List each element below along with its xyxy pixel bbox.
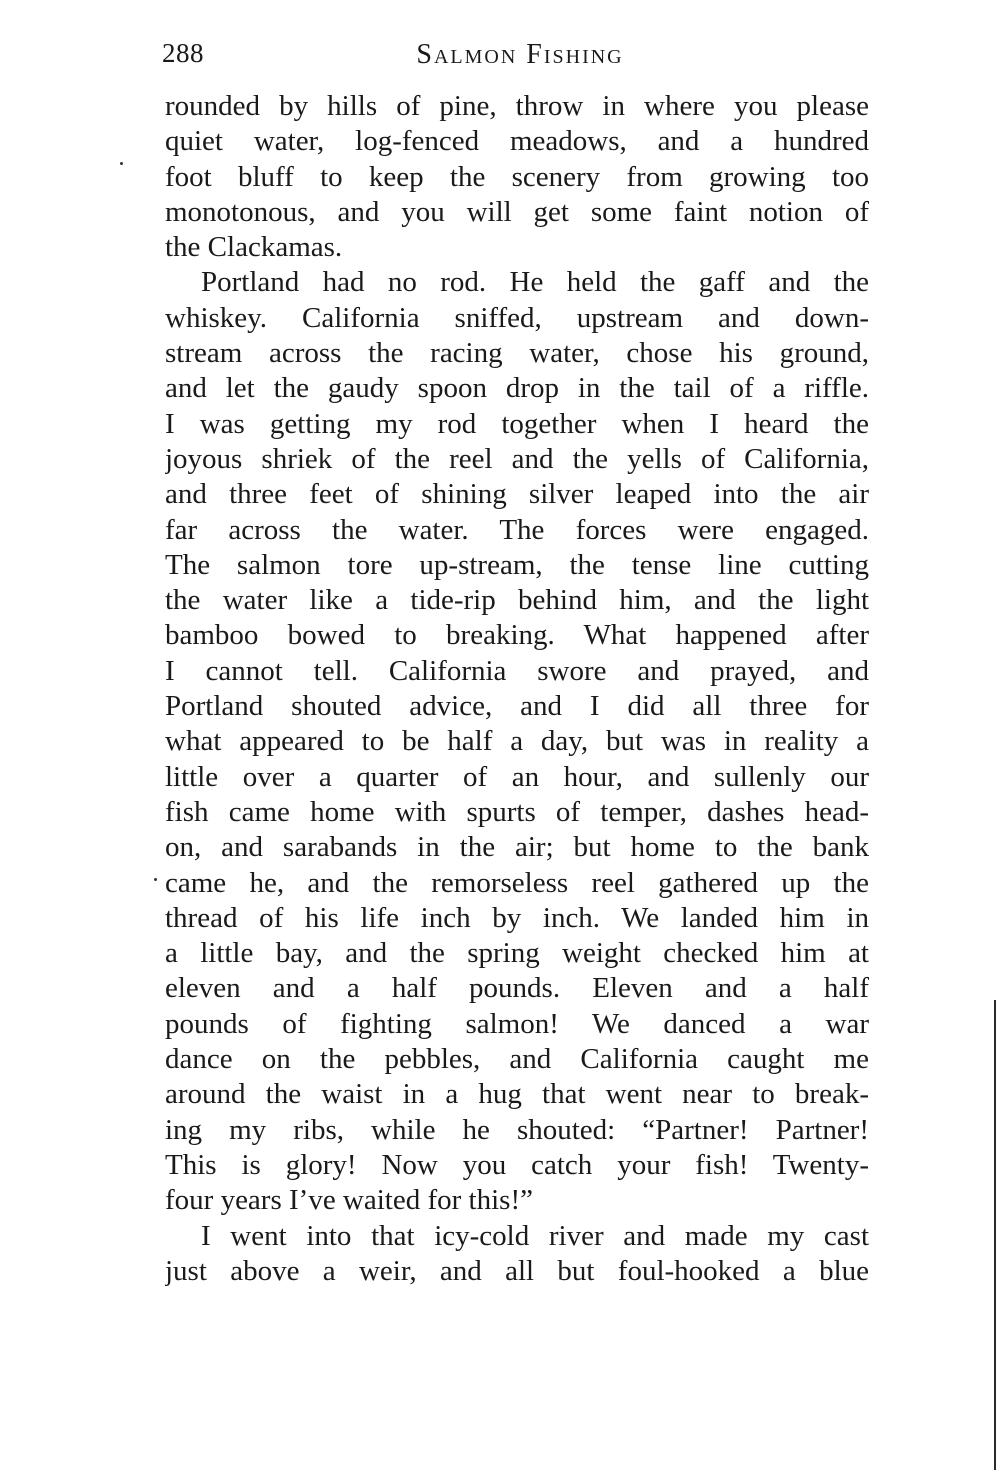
page-number: 288 <box>162 38 204 68</box>
text-line: the Clackamas. <box>165 231 343 264</box>
print-speck <box>154 878 157 881</box>
paragraph <box>165 265 869 1218</box>
text-line: on, and sarabands in the air; but home to the bank <box>165 831 869 864</box>
text-line: I cannot tell. California swore and prayed, and <box>165 654 869 687</box>
text-line: four years I’ve waited for this!” <box>165 1184 533 1217</box>
text-line: quiet water, log-fenced meadows, and a hundred <box>165 125 869 158</box>
text-line: what appeared to be half a day, but was in reality a <box>165 725 869 758</box>
text-line: far across the water. The forces were engaged. <box>165 513 869 546</box>
text-line: This is glory! Now you catch your fish! Twenty- <box>165 1148 869 1181</box>
text-line: and three feet of shining silver leaped into the air <box>165 478 869 511</box>
text-line: a little bay, and the spring weight checked him at <box>165 937 869 970</box>
text-line: just above a weir, and all but foul-hooked a blue <box>165 1254 869 1287</box>
text-line: monotonous, and you will get some faint notion of <box>165 195 869 228</box>
paragraph <box>165 89 869 265</box>
text-line: fish came home with spurts of temper, dashes head- <box>165 795 869 828</box>
text-line: around the waist in a hug that went near to break- <box>165 1078 869 1111</box>
text-line: the water like a tide-rip behind him, and the light <box>165 584 869 617</box>
text-line: and let the gaudy spoon drop in the tail of a riffle. <box>165 372 869 405</box>
text-line: stream across the racing water, chose his ground, <box>165 337 869 370</box>
text-line: I went into that icy-cold river and made my cast <box>201 1219 869 1252</box>
text-line: dance on the pebbles, and California caught me <box>165 1043 869 1076</box>
page-edge-mark <box>994 1000 996 1470</box>
body-text <box>165 89 869 1289</box>
text-line: thread of his life inch by inch. We landed him in <box>165 901 869 934</box>
text-line: little over a quarter of an hour, and sullenly our <box>165 760 869 793</box>
text-line: The salmon tore up-stream, the tense line cutting <box>165 548 869 581</box>
text-line: came he, and the remorseless reel gathered up the <box>165 866 869 899</box>
text-line: Portland shouted advice, and I did all three for <box>165 690 869 723</box>
text-line: rounded by hills of pine, throw in where you please <box>165 90 869 122</box>
text-line: pounds of fighting salmon! We danced a war <box>165 1007 869 1040</box>
running-title: Salmon Fishing <box>416 39 624 70</box>
text-line: foot bluff to keep the scenery from growing too <box>165 160 869 193</box>
text-line: eleven and a half pounds. Eleven and a half <box>165 972 869 1005</box>
text-line: whiskey. California sniffed, upstream and down- <box>165 301 869 334</box>
text-line: I was getting my rod together when I heard the <box>165 407 869 440</box>
text-line: joyous shriek of the reel and the yells of California, <box>165 442 869 475</box>
text-line: bamboo bowed to breaking. What happened after <box>165 619 869 652</box>
paragraph <box>165 1219 869 1290</box>
text-line: Portland had no rod. He held the gaff and the <box>201 266 869 299</box>
text-line: ing my ribs, while he shouted: “Partner! Partner! <box>165 1113 869 1146</box>
print-speck <box>120 162 123 165</box>
